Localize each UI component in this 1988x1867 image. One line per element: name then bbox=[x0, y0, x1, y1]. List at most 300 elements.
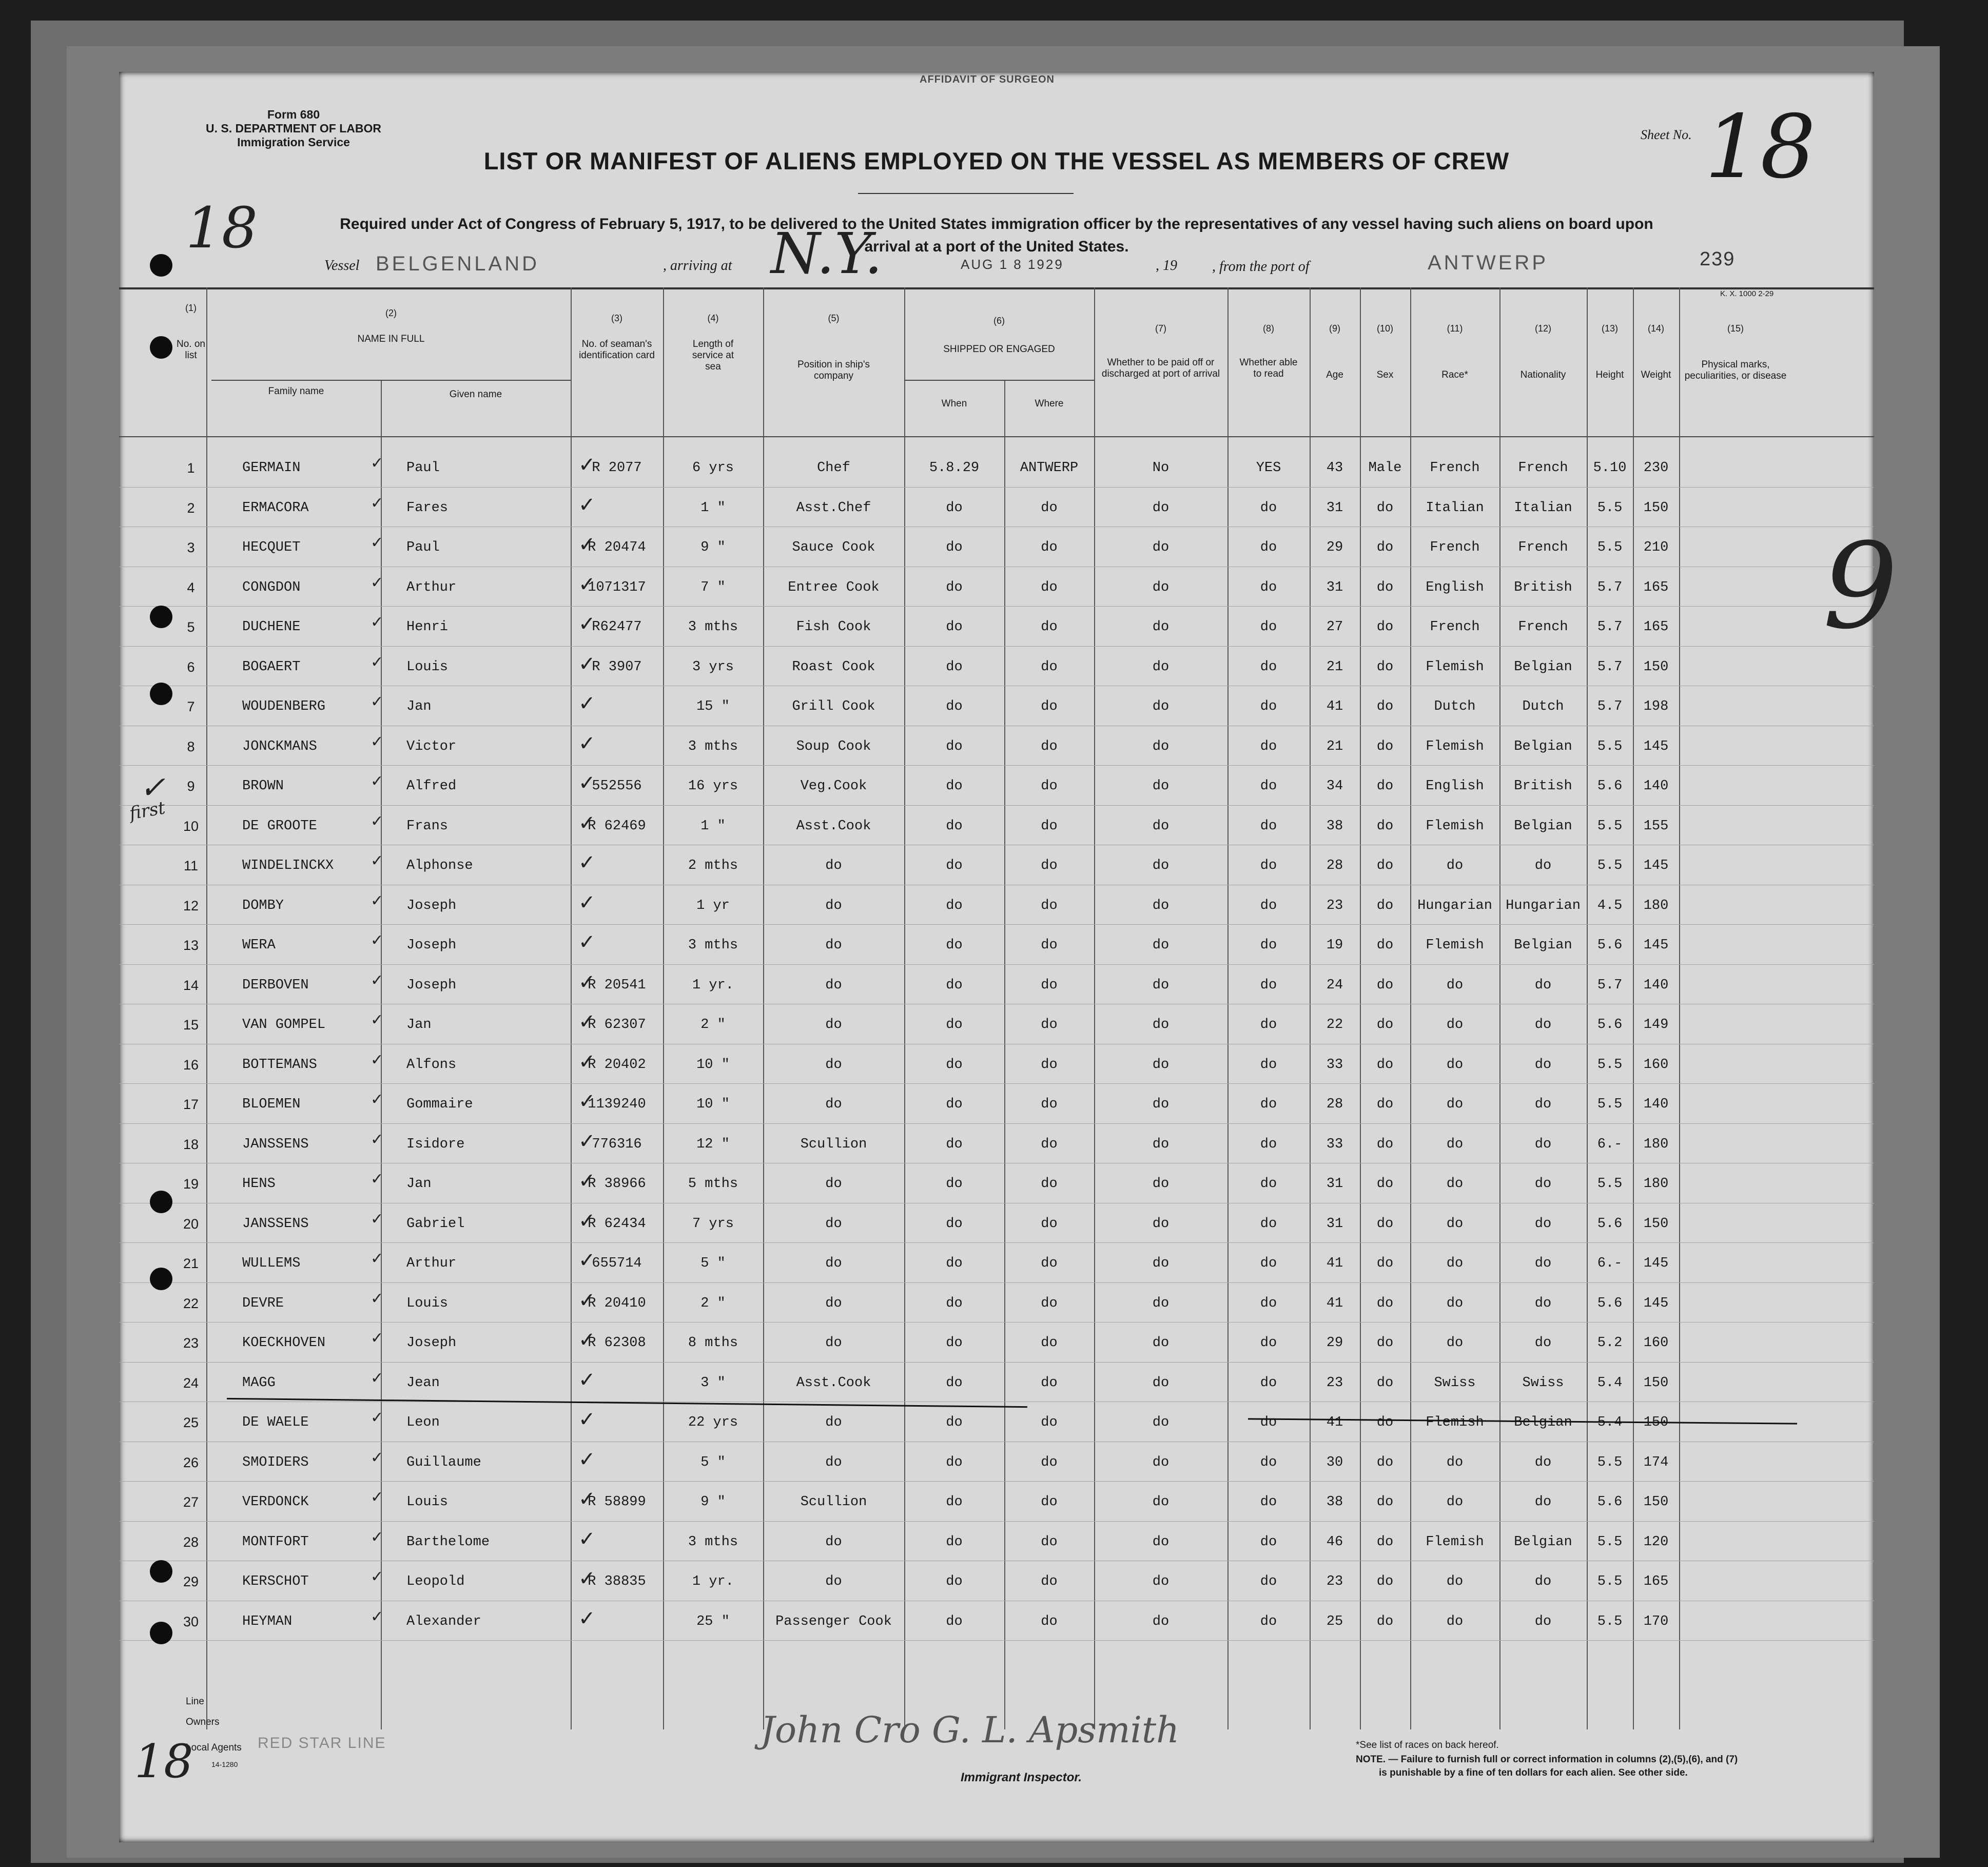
cell-where: do bbox=[1041, 898, 1058, 913]
cell-when: 5.8.29 bbox=[929, 460, 980, 476]
cell-no: 13 bbox=[183, 938, 199, 953]
cell-service: 10 " bbox=[696, 1057, 730, 1073]
cell-where: ANTWERP bbox=[1020, 460, 1079, 476]
cell-weight: 155 bbox=[1643, 818, 1669, 834]
cell-age: 28 bbox=[1326, 1097, 1343, 1112]
cell-sex: do bbox=[1376, 1057, 1394, 1073]
cell-paid: do bbox=[1152, 1256, 1170, 1271]
cell-paid: do bbox=[1152, 1574, 1170, 1589]
cell-nationality: do bbox=[1534, 1256, 1552, 1271]
cell-given: Fares bbox=[406, 500, 449, 516]
col-4-number: (4) bbox=[707, 313, 719, 323]
subtitle-line-2: arrival at a port of the United States. bbox=[864, 238, 1129, 255]
cell-family: VERDONCK bbox=[242, 1494, 309, 1510]
cell-height: 5.5 bbox=[1597, 1097, 1623, 1112]
cell-given: Jean bbox=[406, 1375, 440, 1391]
cell-when: do bbox=[946, 1335, 963, 1351]
cell-height: 5.5 bbox=[1597, 540, 1623, 555]
cell-race: Dutch bbox=[1434, 699, 1476, 714]
cell-read: do bbox=[1260, 699, 1277, 714]
cell-read: do bbox=[1260, 619, 1277, 635]
cell-when: do bbox=[946, 1415, 963, 1430]
cell-where: do bbox=[1041, 1574, 1058, 1589]
cell-paid: do bbox=[1152, 500, 1170, 516]
line-stamp: RED STAR LINE bbox=[258, 1735, 386, 1752]
cell-paid: do bbox=[1152, 1216, 1170, 1232]
check-mark: ✓ bbox=[578, 1368, 596, 1392]
binding-hole bbox=[150, 1268, 172, 1290]
cell-service: 1 " bbox=[700, 500, 726, 516]
cell-nationality: do bbox=[1534, 1613, 1552, 1629]
cell-family: HECQUET bbox=[242, 540, 301, 555]
cell-where: do bbox=[1041, 818, 1058, 834]
check-mark: ✓ bbox=[371, 1250, 384, 1268]
cell-height: 5.7 bbox=[1597, 619, 1623, 635]
cell-sex: do bbox=[1376, 699, 1394, 714]
cell-paid: No bbox=[1152, 460, 1170, 476]
arriving-port: N.Y. bbox=[771, 221, 883, 286]
cell-read: do bbox=[1260, 818, 1277, 834]
from-port-label: , from the port of bbox=[1212, 259, 1310, 275]
check-mark: ✓ bbox=[578, 890, 596, 915]
cell-race: do bbox=[1446, 1494, 1464, 1510]
cell-position: Fish Cook bbox=[796, 619, 871, 635]
cell-nationality: Italian bbox=[1514, 500, 1572, 516]
cell-position: Asst.Chef bbox=[796, 500, 871, 516]
cell-card: R 58899 bbox=[588, 1494, 646, 1510]
cell-when: do bbox=[946, 818, 963, 834]
cell-sex: do bbox=[1376, 500, 1394, 516]
check-mark: ✓ bbox=[371, 1409, 384, 1427]
col-15-header: Physical marks, peculiarities, or disease bbox=[1684, 359, 1787, 381]
cell-when: do bbox=[946, 1017, 963, 1033]
cell-read: do bbox=[1260, 1534, 1277, 1550]
cell-race: do bbox=[1446, 1256, 1464, 1271]
cell-nationality: Belgian bbox=[1514, 1534, 1572, 1550]
col-5-header: Position in ship's company bbox=[797, 359, 870, 381]
cell-read: do bbox=[1260, 1335, 1277, 1351]
cell-read: do bbox=[1260, 938, 1277, 953]
cell-card: R 62308 bbox=[588, 1335, 646, 1351]
cell-paid: do bbox=[1152, 659, 1170, 675]
cell-where: do bbox=[1041, 500, 1058, 516]
check-mark: ✓ bbox=[371, 732, 384, 751]
col-10-number: (10) bbox=[1376, 323, 1393, 334]
cell-given: Leopold bbox=[406, 1574, 465, 1589]
cell-weight: 140 bbox=[1643, 977, 1669, 993]
left-margin-mark: 18 bbox=[186, 195, 258, 261]
cell-sex: do bbox=[1376, 938, 1394, 953]
cell-nationality: Belgian bbox=[1514, 938, 1572, 953]
check-mark: ✓ bbox=[371, 534, 384, 552]
cell-where: do bbox=[1041, 1375, 1058, 1391]
check-mark: ✓ bbox=[371, 1051, 384, 1069]
binding-hole bbox=[150, 606, 172, 628]
cell-card: R 20474 bbox=[588, 540, 646, 555]
agents-label: Local Agents bbox=[186, 1742, 242, 1753]
check-mark: ✓ bbox=[578, 1288, 596, 1312]
cell-when: do bbox=[946, 1057, 963, 1073]
cell-read: do bbox=[1260, 1216, 1277, 1232]
row-rule bbox=[119, 1362, 1874, 1363]
cell-given: Joseph bbox=[406, 977, 457, 993]
cell-nationality: French bbox=[1518, 540, 1568, 555]
cell-nationality: do bbox=[1534, 1574, 1552, 1589]
cell-read: do bbox=[1260, 1295, 1277, 1311]
check-mark: ✓ bbox=[578, 1090, 596, 1113]
col-5-number: (5) bbox=[828, 313, 840, 323]
cell-given: Alexander bbox=[406, 1613, 481, 1629]
cell-card: R 62469 bbox=[588, 818, 646, 834]
cell-no: 7 bbox=[187, 699, 195, 714]
cell-read: do bbox=[1260, 1454, 1277, 1470]
cell-age: 41 bbox=[1326, 1295, 1343, 1311]
cell-position: do bbox=[825, 1574, 842, 1589]
cell-paid: do bbox=[1152, 977, 1170, 993]
cell-service: 15 " bbox=[696, 699, 730, 714]
check-mark: ✓ bbox=[371, 613, 384, 631]
cell-paid: do bbox=[1152, 738, 1170, 754]
check-mark: ✓ bbox=[578, 652, 596, 676]
check-mark: ✓ bbox=[578, 453, 596, 477]
cell-family: JONCKMANS bbox=[242, 738, 317, 754]
col-rule bbox=[206, 287, 207, 1729]
cell-given: Gabriel bbox=[406, 1216, 465, 1232]
check-mark: ✓ bbox=[371, 1170, 384, 1188]
binding-hole bbox=[150, 1560, 172, 1583]
check-mark: ✓ bbox=[578, 692, 596, 715]
cell-sex: do bbox=[1376, 1136, 1394, 1152]
col-7-header: Whether to be paid off or discharged at port of arrival bbox=[1101, 357, 1220, 379]
cell-card: 655714 bbox=[592, 1256, 642, 1271]
cell-sex: do bbox=[1376, 1216, 1394, 1232]
cell-when: do bbox=[946, 699, 963, 714]
check-mark: ✓ bbox=[578, 1010, 596, 1034]
cell-when: do bbox=[946, 1216, 963, 1232]
cell-where: do bbox=[1041, 1097, 1058, 1112]
kx-code: K. X. 1000 2-29 bbox=[1720, 289, 1774, 298]
cell-sex: do bbox=[1376, 1097, 1394, 1112]
check-mark: ✓ bbox=[371, 1130, 384, 1149]
cell-card: R 38966 bbox=[588, 1176, 646, 1192]
cell-weight: 180 bbox=[1643, 898, 1669, 913]
cell-service: 22 yrs bbox=[688, 1415, 738, 1430]
cell-read: do bbox=[1260, 1613, 1277, 1629]
subtitle-line-1: Required under Act of Congress of February 5, 1917, to be delivered to the United States immigration officer by the representatives of any vessel having such aliens on board upon bbox=[340, 216, 1653, 232]
cell-when: do bbox=[946, 1534, 963, 1550]
cell-where: do bbox=[1041, 1216, 1058, 1232]
cell-paid: do bbox=[1152, 858, 1170, 873]
cell-read: do bbox=[1260, 1256, 1277, 1271]
check-mark: ✓ bbox=[578, 930, 596, 954]
check-mark: ✓ bbox=[371, 1329, 384, 1347]
cell-height: 5.5 bbox=[1597, 1534, 1623, 1550]
cell-sex: do bbox=[1376, 818, 1394, 834]
cell-race: do bbox=[1446, 1613, 1464, 1629]
cell-race: English bbox=[1426, 579, 1484, 595]
cell-read: do bbox=[1260, 579, 1277, 595]
cell-nationality: British bbox=[1514, 779, 1572, 794]
cell-given: Victor bbox=[406, 738, 457, 754]
arrival-date: AUG 1 8 1929 bbox=[961, 257, 1064, 272]
row-rule bbox=[119, 924, 1874, 925]
check-mark: ✓ bbox=[371, 573, 384, 592]
cell-where: do bbox=[1041, 779, 1058, 794]
cell-service: 1 yr. bbox=[692, 1574, 734, 1589]
cell-height: 5.5 bbox=[1597, 500, 1623, 516]
cell-service: 9 " bbox=[700, 540, 726, 555]
cell-read: do bbox=[1260, 1574, 1277, 1589]
row-rule bbox=[119, 805, 1874, 806]
cell-card: R 62434 bbox=[588, 1216, 646, 1232]
cell-paid: do bbox=[1152, 1613, 1170, 1629]
cell-when: do bbox=[946, 1295, 963, 1311]
cell-weight: 170 bbox=[1643, 1613, 1669, 1629]
cell-height: 5.5 bbox=[1597, 1613, 1623, 1629]
cell-nationality: Hungarian bbox=[1506, 898, 1581, 913]
cell-race: do bbox=[1446, 1335, 1464, 1351]
check-mark: ✓ bbox=[371, 971, 384, 989]
cell-family: VAN GOMPEL bbox=[242, 1017, 326, 1033]
cell-age: 21 bbox=[1326, 659, 1343, 675]
cell-no: 28 bbox=[183, 1534, 199, 1550]
cell-when: do bbox=[946, 898, 963, 913]
cell-weight: 165 bbox=[1643, 579, 1669, 595]
cell-paid: do bbox=[1152, 699, 1170, 714]
cell-weight: 180 bbox=[1643, 1176, 1669, 1192]
cell-nationality: do bbox=[1534, 1454, 1552, 1470]
cell-height: 5.6 bbox=[1597, 1017, 1623, 1033]
cell-service: 9 " bbox=[700, 1494, 726, 1510]
cell-when: do bbox=[946, 1176, 963, 1192]
row-rule bbox=[119, 1083, 1874, 1084]
col-6-number: (6) bbox=[993, 316, 1005, 326]
cell-where: do bbox=[1041, 738, 1058, 754]
cell-position: Sauce Cook bbox=[792, 540, 875, 555]
cell-race: do bbox=[1446, 1574, 1464, 1589]
check-mark: ✓ bbox=[371, 891, 384, 910]
cell-no: 3 bbox=[187, 540, 195, 555]
cell-given: Barthelome bbox=[406, 1534, 490, 1550]
cell-no: 16 bbox=[183, 1057, 199, 1073]
cell-nationality: do bbox=[1534, 977, 1552, 993]
cell-position: do bbox=[825, 1335, 842, 1351]
cell-card: R 20402 bbox=[588, 1057, 646, 1073]
cell-height: 5.6 bbox=[1597, 1494, 1623, 1510]
col-2-number: (2) bbox=[385, 308, 397, 318]
cell-when: do bbox=[946, 1136, 963, 1152]
cell-no: 6 bbox=[187, 659, 195, 675]
department: U. S. DEPARTMENT OF LABOR bbox=[205, 122, 381, 135]
col-14-header: Weight bbox=[1641, 369, 1671, 380]
row-rule bbox=[119, 1322, 1874, 1323]
cell-paid: do bbox=[1152, 898, 1170, 913]
row-rule bbox=[119, 1242, 1874, 1243]
cell-sex: do bbox=[1376, 738, 1394, 754]
cell-paid: do bbox=[1152, 619, 1170, 635]
binding-hole bbox=[150, 1191, 172, 1213]
arriving-label: , arriving at bbox=[663, 258, 732, 274]
cell-no: 18 bbox=[183, 1136, 199, 1152]
cell-where: do bbox=[1041, 1415, 1058, 1430]
strike-through-row-25 bbox=[227, 1398, 1027, 1408]
cell-given: Jan bbox=[406, 699, 432, 714]
shipped-where-header: Where bbox=[1035, 398, 1064, 409]
cell-height: 6.- bbox=[1597, 1256, 1623, 1271]
cell-read: do bbox=[1260, 1057, 1277, 1073]
cell-service: 1 yr. bbox=[692, 977, 734, 993]
cell-read: do bbox=[1260, 977, 1277, 993]
cell-position: do bbox=[825, 1216, 842, 1232]
cell-race: do bbox=[1446, 1216, 1464, 1232]
row-rule bbox=[119, 1521, 1874, 1522]
cell-age: 19 bbox=[1326, 938, 1343, 953]
cell-age: 31 bbox=[1326, 500, 1343, 516]
cell-position: Roast Cook bbox=[792, 659, 875, 675]
cell-family: JANSSENS bbox=[242, 1136, 309, 1152]
cell-read: do bbox=[1260, 738, 1277, 754]
cell-nationality: do bbox=[1534, 1335, 1552, 1351]
cell-when: do bbox=[946, 938, 963, 953]
cell-no: 1 bbox=[187, 460, 195, 476]
check-mark: ✓ bbox=[371, 653, 384, 671]
check-mark: ✓ bbox=[578, 1328, 596, 1352]
check-mark: ✓ bbox=[371, 1210, 384, 1228]
cell-where: do bbox=[1041, 1057, 1058, 1073]
cell-sex: do bbox=[1376, 1017, 1394, 1033]
cell-paid: do bbox=[1152, 1454, 1170, 1470]
cell-service: 1 yr bbox=[696, 898, 730, 913]
col-3-header: No. of seaman's identification card bbox=[579, 339, 655, 361]
cell-race: do bbox=[1446, 1176, 1464, 1192]
cell-service: 6 yrs bbox=[692, 460, 734, 476]
cell-when: do bbox=[946, 619, 963, 635]
cell-position: do bbox=[825, 1017, 842, 1033]
cell-position: Passenger Cook bbox=[775, 1613, 892, 1629]
cell-when: do bbox=[946, 659, 963, 675]
cell-age: 33 bbox=[1326, 1057, 1343, 1073]
cell-sex: do bbox=[1376, 1335, 1394, 1351]
cell-weight: 174 bbox=[1643, 1454, 1669, 1470]
cell-height: 5.6 bbox=[1597, 1295, 1623, 1311]
cell-age: 46 bbox=[1326, 1534, 1343, 1550]
cell-family: BOGAERT bbox=[242, 659, 301, 675]
cell-sex: do bbox=[1376, 1375, 1394, 1391]
cell-nationality: do bbox=[1534, 1176, 1552, 1192]
cell-given: Joseph bbox=[406, 1335, 457, 1351]
cell-read: do bbox=[1260, 858, 1277, 873]
cell-where: do bbox=[1041, 1256, 1058, 1271]
cell-nationality: do bbox=[1534, 858, 1552, 873]
cell-where: do bbox=[1041, 977, 1058, 993]
cell-age: 31 bbox=[1326, 579, 1343, 595]
cell-height: 6.- bbox=[1597, 1136, 1623, 1152]
cell-age: 33 bbox=[1326, 1136, 1343, 1152]
cell-paid: do bbox=[1152, 1335, 1170, 1351]
check-mark: ✓ bbox=[578, 612, 596, 636]
cell-race: French bbox=[1430, 540, 1480, 555]
cell-weight: 160 bbox=[1643, 1335, 1669, 1351]
cell-service: 7 yrs bbox=[692, 1216, 734, 1232]
cell-position: do bbox=[825, 1057, 842, 1073]
cell-weight: 145 bbox=[1643, 1256, 1669, 1271]
col-3-number: (3) bbox=[611, 313, 622, 323]
cell-nationality: Belgian bbox=[1514, 818, 1572, 834]
cell-height: 5.5 bbox=[1597, 1057, 1623, 1073]
cell-weight: 140 bbox=[1643, 1097, 1669, 1112]
check-mark: ✓ bbox=[371, 852, 384, 870]
cell-when: do bbox=[946, 1613, 963, 1629]
col-7-number: (7) bbox=[1155, 323, 1166, 334]
owners-label: Owners bbox=[186, 1717, 220, 1727]
check-mark: ✓ bbox=[371, 1488, 384, 1506]
cell-service: 10 " bbox=[696, 1097, 730, 1112]
cell-age: 23 bbox=[1326, 1375, 1343, 1391]
cell-where: do bbox=[1041, 938, 1058, 953]
cell-weight: 180 bbox=[1643, 1136, 1669, 1152]
cell-family: KOECKHOVEN bbox=[242, 1335, 326, 1351]
cell-weight: 160 bbox=[1643, 1057, 1669, 1073]
cell-given: Frans bbox=[406, 818, 449, 834]
cell-family: KERSCHOT bbox=[242, 1574, 309, 1589]
cell-sex: do bbox=[1376, 1613, 1394, 1629]
cell-where: do bbox=[1041, 659, 1058, 675]
cell-race: Hungarian bbox=[1417, 898, 1492, 913]
cell-weight: 150 bbox=[1643, 1216, 1669, 1232]
col-13-number: (13) bbox=[1601, 323, 1618, 334]
cell-height: 5.5 bbox=[1597, 858, 1623, 873]
cell-when: do bbox=[946, 1097, 963, 1112]
cell-height: 5.4 bbox=[1597, 1415, 1623, 1430]
cell-age: 31 bbox=[1326, 1176, 1343, 1192]
bottom-left-mark: 18 bbox=[134, 1735, 193, 1788]
margin-checkmark: ✓ bbox=[140, 770, 166, 806]
col-9-number: (9) bbox=[1329, 323, 1340, 334]
cell-given: Arthur bbox=[406, 1256, 457, 1271]
check-mark: ✓ bbox=[371, 1448, 384, 1467]
cell-card: R 62307 bbox=[588, 1017, 646, 1033]
cell-read: do bbox=[1260, 1494, 1277, 1510]
cell-height: 5.6 bbox=[1597, 1216, 1623, 1232]
check-mark: ✓ bbox=[371, 772, 384, 790]
cell-no: 10 bbox=[183, 818, 199, 834]
cell-given: Paul bbox=[406, 460, 440, 476]
cell-given: Alphonse bbox=[406, 858, 473, 873]
cell-height: 5.6 bbox=[1597, 938, 1623, 953]
cell-position: do bbox=[825, 1454, 842, 1470]
cell-height: 4.5 bbox=[1597, 898, 1623, 913]
given-name-header: Given name bbox=[449, 389, 502, 400]
cell-family: MONTFORT bbox=[242, 1534, 309, 1550]
crew-table bbox=[119, 72, 1874, 1842]
cell-no: 24 bbox=[183, 1375, 199, 1391]
cell-age: 28 bbox=[1326, 858, 1343, 873]
cell-position: do bbox=[825, 938, 842, 953]
cell-nationality: Dutch bbox=[1522, 699, 1564, 714]
binding-hole bbox=[150, 254, 172, 277]
cell-where: do bbox=[1041, 1136, 1058, 1152]
check-mark: ✓ bbox=[578, 970, 596, 994]
cell-given: Jan bbox=[406, 1017, 432, 1033]
sheet-label: Sheet No. bbox=[1641, 127, 1692, 142]
cell-sex: do bbox=[1376, 659, 1394, 675]
cell-height: 5.7 bbox=[1597, 977, 1623, 993]
cell-weight: 230 bbox=[1643, 460, 1669, 476]
check-mark: ✓ bbox=[578, 1129, 596, 1153]
cell-family: HENS bbox=[242, 1176, 276, 1192]
cell-no: 5 bbox=[187, 619, 195, 635]
family-name-header: Family name bbox=[268, 386, 324, 397]
